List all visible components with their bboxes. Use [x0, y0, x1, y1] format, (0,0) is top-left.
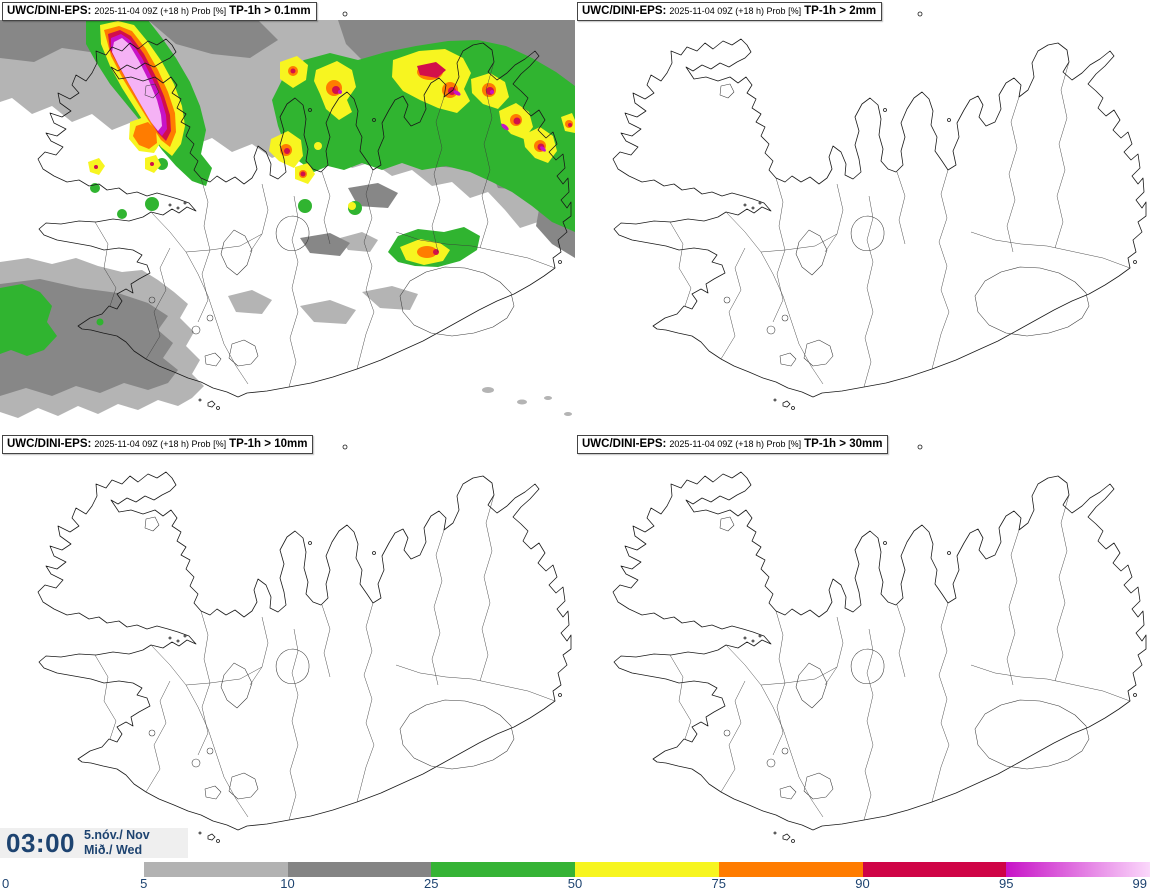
threshold-label: TP-1h > 10mm: [229, 438, 308, 450]
colorbar-segment: [0, 862, 144, 877]
colorbar-label: 5: [140, 876, 148, 891]
model-label: UWC/DINI-EPS:: [7, 5, 92, 17]
colorbar-segment: [719, 862, 863, 877]
run-info: 2025-11-04 09Z (+18 h) Prob [%]: [94, 6, 227, 16]
colorbar-label: 95: [999, 876, 1014, 891]
colorbar-segment: [144, 862, 288, 877]
model-label: UWC/DINI-EPS:: [582, 5, 667, 17]
run-info: 2025-11-04 09Z (+18 h) Prob [%]: [669, 439, 802, 449]
panel-title: [577, 435, 888, 454]
colorbar-label: 25: [424, 876, 439, 891]
threshold-label: TP-1h > 0.1mm: [229, 5, 311, 17]
valid-time: 03:00: [6, 827, 75, 858]
model-label: UWC/DINI-EPS:: [582, 438, 667, 450]
map-canvas-0.1mm: [0, 0, 575, 430]
panel-prob-tp1h-10mm: [0, 433, 575, 863]
colorbar-label: 99: [1132, 876, 1147, 891]
colorbar-label: 90: [855, 876, 870, 891]
run-info: 2025-11-04 09Z (+18 h) Prob [%]: [669, 6, 802, 16]
threshold-label: TP-1h > 30mm: [804, 438, 883, 450]
colorbar-segment: [431, 862, 575, 877]
map-canvas-10mm: [0, 433, 575, 863]
panel-prob-tp1h-0.1mm: [0, 0, 575, 430]
colorbar-label: 0: [2, 876, 10, 891]
colorbar-segment: [575, 862, 719, 877]
valid-time-box: [0, 828, 188, 858]
colorbar-segment: [863, 862, 1007, 877]
valid-date: [84, 828, 150, 858]
map-canvas-30mm: [575, 433, 1150, 863]
colorbar-segment: [288, 862, 432, 877]
panel-title: [577, 2, 882, 21]
colorbar-segment-gradient: [1006, 862, 1150, 877]
colorbar-labels: [0, 876, 1150, 891]
model-label: UWC/DINI-EPS:: [7, 438, 92, 450]
panel-title: [2, 2, 317, 21]
colorbar-label: 50: [567, 876, 583, 891]
panel-prob-tp1h-30mm: [575, 433, 1150, 863]
run-info: 2025-11-04 09Z (+18 h) Prob [%]: [94, 439, 227, 449]
map-canvas-2mm: [575, 0, 1150, 430]
valid-date-day: Mið./ Wed: [84, 843, 143, 857]
valid-date-month: 5.nóv./ Nov: [84, 828, 150, 843]
colorbar-label: 75: [711, 876, 726, 891]
panel-prob-tp1h-2mm: [575, 0, 1150, 430]
colorbar: [0, 862, 1150, 877]
colorbar-label: 10: [280, 876, 295, 891]
panel-title: [2, 435, 313, 454]
threshold-label: TP-1h > 2mm: [804, 5, 877, 17]
